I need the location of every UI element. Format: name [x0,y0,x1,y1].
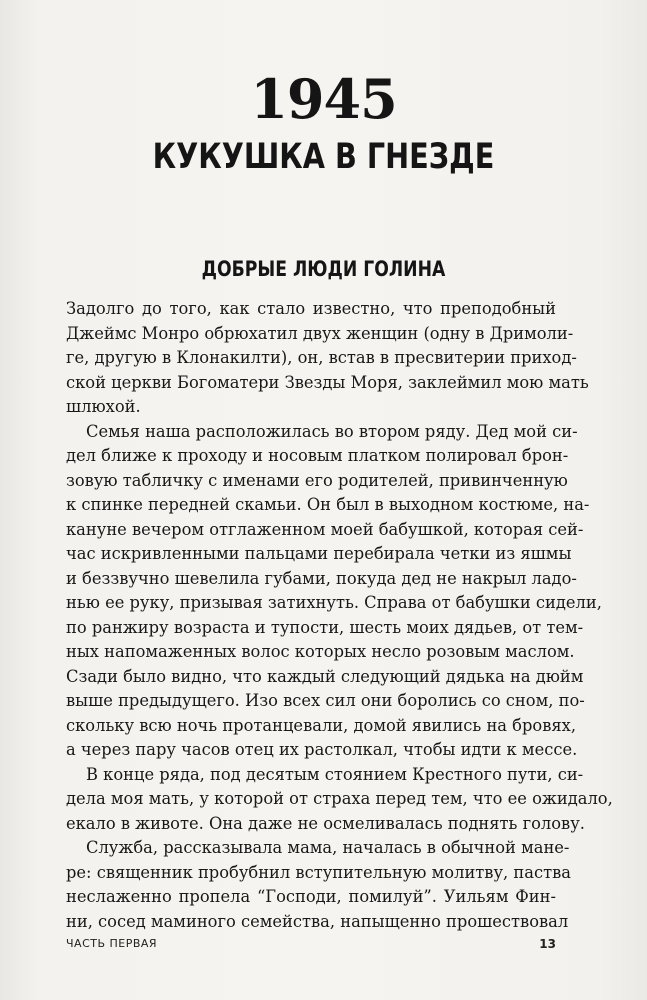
text-line: Семья наша расположилась во втором ряду. Дед мой си- [86,421,578,441]
chapter-year: 1945 [250,67,397,131]
text-line: шлюхой. [66,397,141,416]
text-line: Сзади было видно, что каждый следующий дядька на дюйм [66,666,584,686]
text-line: ге, другую в Клонакилти), он, встав в пресвитерии приход- [66,348,577,367]
text-line: выше предыдущего. Изо всех сил они боролись со сном, по- [66,691,585,710]
section-title: ДОБРЫЕ ЛЮДИ ГОЛИНА [201,257,446,281]
text-line: кануне вечером отглаженном моей бабушкой, которая сей- [66,519,584,539]
running-footer-part: ЧАСТЬ ПЕРВАЯ [66,937,158,950]
text-line: и беззвучно шевелила губами, покуда дед не накрыл ладо- [66,568,577,588]
text-line: Служба, рассказывала мама, началась в обычной мане- [86,838,570,857]
text-line: к спинке передней скамьи. Он был в выходном костюме, на- [66,495,590,514]
text-line: зовую табличку с именами его родителей, привинченную [66,470,568,490]
text-line: Задолго до того, как стало известно, что преподобный [66,299,556,318]
text-line: ных напомаженных волос которых несло розовым маслом. [66,642,575,661]
text-line: по ранжиру возраста и тупости, шесть моих дядьев, от тем- [66,617,584,637]
text-line: нью ее руку, призывая затихнуть. Справа от бабушки сидели, [66,593,602,612]
text-line: а через пару часов отец их растолкал, чтобы идти к мессе. [66,740,578,759]
text-line: дел ближе к проходу и носовым платком полировал брон- [66,446,569,465]
page-number: 13 [539,937,556,951]
text-line: Джеймс Монро обрюхатил двух женщин (одну в Дримоли- [66,323,574,343]
text-line: час искривленными пальцами перебирала четки из яшмы [66,544,572,563]
text-line: екало в животе. Она даже не осмеливалась поднять голову. [66,813,585,833]
text-line: скольку всю ночь протанцевали, домой явились на бровях, [66,715,577,735]
text-line: ре: священник пробубнил вступительную молитву, паства [66,862,571,882]
text-line: ской церкви Богоматери Звезды Моря, заклеймил мою мать [66,372,589,392]
text-line: ни, сосед маминого семейства, напыщенно прошествовал [66,911,569,931]
text-line: неслаженно пропела “Господи, помилуй”. Уильям Фин- [66,887,556,906]
body-text [66,297,613,934]
text-line: дела моя мать, у которой от страха перед тем, что ее ожидало, [66,789,613,808]
chapter-title: КУКУШКА В ГНЕЗДЕ [152,137,495,177]
text-line: В конце ряда, под десятым стоянием Крестного пути, си- [86,764,584,784]
